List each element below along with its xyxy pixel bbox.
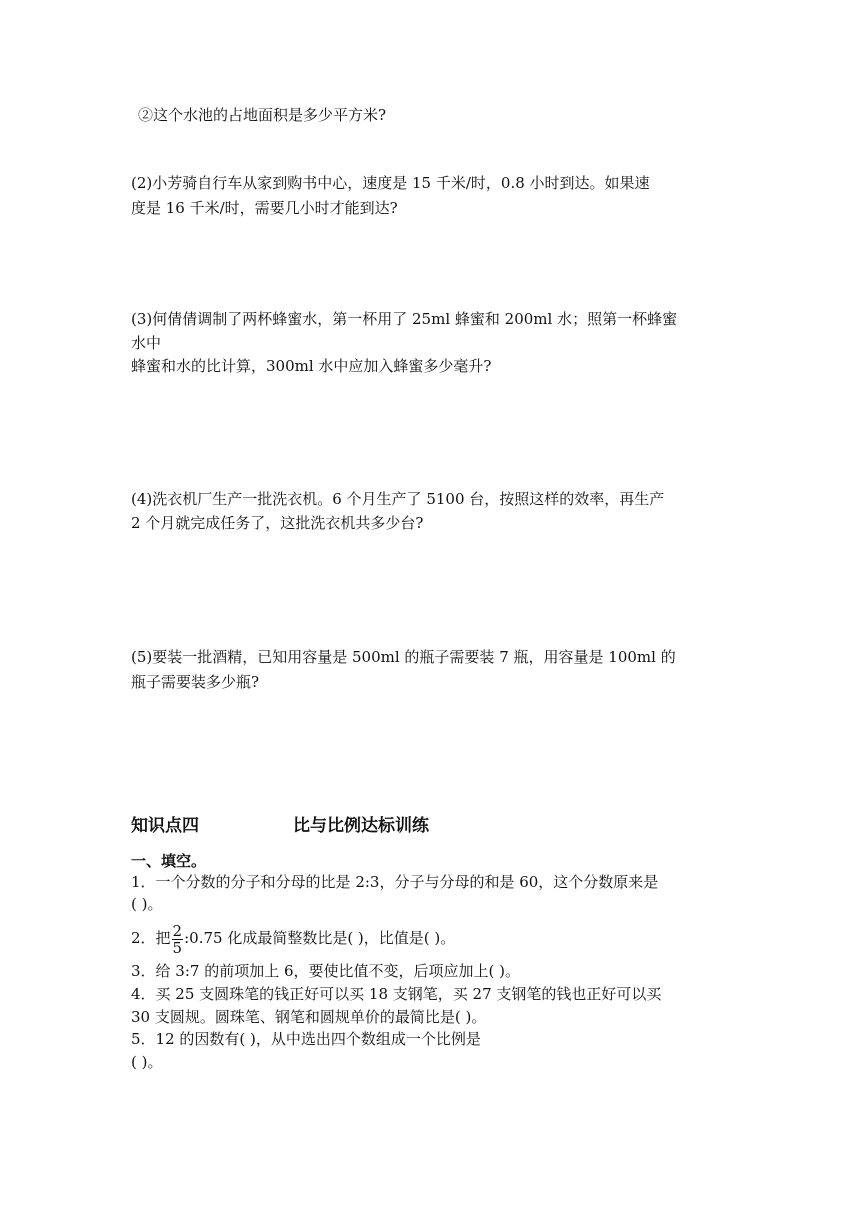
problem-2-line-1: (2)小芳骑自行车从家到购书中心，速度是 15 千米/时，0.8 小时到达。如果速 [131,174,650,192]
problem-4-line-2: 2 个月就完成任务了，这批洗衣机共多少台? [131,514,424,532]
fill-in-heading: 一、填空。 [131,852,207,870]
fill-question-5-line-1: 5．12 的因数有( )，从中选出四个数组成一个比例是 [131,1030,481,1048]
problem-3-line-1: (3)何倩倩调制了两杯蜂蜜水，第一杯用了 25ml 蜂蜜和 200ml 水；照第一杯蜂蜜 [131,310,678,328]
problem-3-line-2: 水中 [131,334,162,352]
fill-question-3: 3．给 3:7 的前项加上 6，要使比值不变，后项应加上( )。 [131,962,521,980]
fill-question-4-line-2: 30 支圆规。圆珠笔、钢笔和圆规单价的最简比是( )。 [131,1008,487,1026]
problem-4-line-1: (4)洗衣机厂生产一批洗衣机。6 个月生产了 5100 台，按照这样的效率，再生产 [131,490,665,508]
fill-question-4-line-1: 4．买 25 支圆珠笔的钱正好可以买 18 支钢笔，买 27 支钢笔的钱也正好可以买 [131,985,662,1003]
fill-question-2-suffix: :0.75 化成最简整数比是( )，比值是( )。 [184,929,456,947]
section-title: 比与比例达标训练 [293,816,429,836]
problem-5-line-2: 瓶子需要装多少瓶? [131,673,260,691]
problem-5-line-1: (5)要装一批酒精，已知用容量是 500ml 的瓶子需要装 7 瓶，用容量是 100ml 的 [131,648,676,666]
fraction-denominator: 5 [172,938,183,957]
fraction-two-fifths [172,923,184,956]
problem-2-line-2: 度是 16 千米/时，需要几小时才能到达? [131,199,398,217]
fill-question-2 [131,920,731,956]
fill-question-1-line-2: ( )。 [131,895,163,913]
problem-3-line-3: 蜂蜜和水的比计算，300ml 水中应加入蜂蜜多少毫升? [131,357,492,375]
fill-question-1-line-1: 1．一个分数的分子和分母的比是 2:3，分子与分母的和是 60，这个分数原来是 [131,873,659,891]
fill-question-2-prefix: 2．把 [131,929,171,947]
section-label: 知识点四 [131,816,199,836]
fill-question-5-line-2: ( )。 [131,1053,163,1071]
question-pool-area: ②这个水池的占地面积是多少平方米? [138,106,387,124]
fraction-numerator: 2 [172,921,183,940]
